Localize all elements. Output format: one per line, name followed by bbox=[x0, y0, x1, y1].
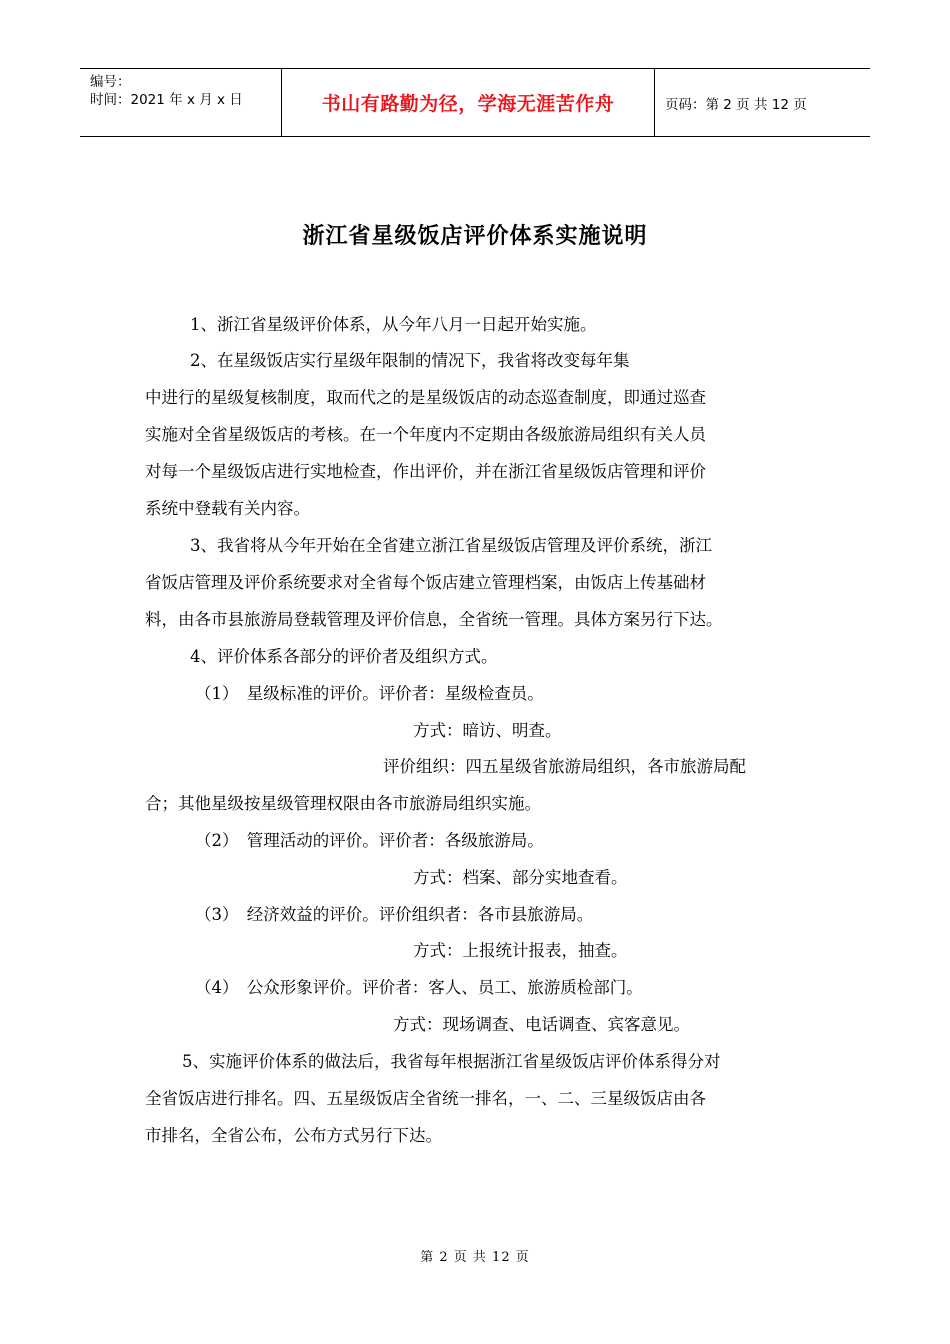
list-item: （2） 管理活动的评价。评价者：各级旅游局。 bbox=[195, 831, 544, 850]
paragraph-line: 4、评价体系各部分的评价者及组织方式。 bbox=[190, 647, 498, 666]
paragraph-line: 实施对全省星级饭店的考核。在一个年度内不定期由各级旅游局组织有关人员 bbox=[145, 425, 706, 444]
list-item: （4） 公众形象评价。评价者：客人、员工、旅游质检部门。 bbox=[195, 978, 643, 997]
list-item-detail: 评价组织：四五星级省旅游局组织，各市旅游局配 bbox=[383, 757, 746, 776]
document-title: 浙江省星级饭店评价体系实施说明 bbox=[302, 224, 648, 249]
list-item: （1） 星级标准的评价。评价者：星级检查员。 bbox=[195, 684, 544, 703]
list-item-detail: 方式：档案、部分实地查看。 bbox=[413, 868, 628, 887]
paragraph-line: 料，由各市县旅游局登载管理及评价信息，全省统一管理。具体方案另行下达。 bbox=[145, 610, 723, 629]
paragraph-line: 市排名，全省公布，公布方式另行下达。 bbox=[145, 1126, 442, 1145]
document-number-label: 编号： bbox=[90, 74, 131, 90]
paragraph-line: 系统中登载有关内容。 bbox=[145, 499, 310, 518]
header-meta bbox=[80, 69, 281, 136]
paragraph-line: 对每一个星级饭店进行实地检查，作出评价，并在浙江省星级饭店管理和评价 bbox=[145, 462, 706, 481]
paragraph-line: 3、我省将从今年开始在全省建立浙江省星级饭店管理及评价系统，浙江 bbox=[190, 536, 712, 555]
list-item-detail: 方式：上报统计报表，抽查。 bbox=[413, 941, 628, 960]
list-item-detail: 合；其他星级按星级管理权限由各市旅游局组织实施。 bbox=[145, 794, 541, 813]
document-time-label: 时间：2021 年 x 月 x 日 bbox=[90, 92, 243, 108]
header-motto: 书山有路勤为径，学海无涯苦作舟 bbox=[321, 93, 615, 115]
paragraph-line: 省饭店管理及评价系统要求对全省每个饭店建立管理档案，由饭店上传基础材 bbox=[145, 573, 706, 592]
header-page-code: 页码：第 2 页 共 12 页 bbox=[665, 96, 807, 113]
paragraph-line: 2、在星级饭店实行星级年限制的情况下，我省将改变每年集 bbox=[190, 351, 630, 370]
list-item-detail: 方式：暗访、明查。 bbox=[413, 721, 562, 740]
paragraph-line: 中进行的星级复核制度，取而代之的是星级饭店的动态巡查制度，即通过巡查 bbox=[145, 388, 706, 407]
paragraph-line: 全省饭店进行排名。四、五星级饭店全省统一排名，一、二、三星级饭店由各 bbox=[145, 1089, 706, 1108]
list-item: （3） 经济效益的评价。评价组织者：各市县旅游局。 bbox=[195, 905, 594, 924]
header-motto-cell bbox=[281, 69, 655, 136]
page-footer: 第 2 页 共 12 页 bbox=[420, 1250, 530, 1265]
list-item-detail: 方式：现场调查、电话调查、宾客意见。 bbox=[393, 1015, 690, 1034]
page-header bbox=[80, 68, 870, 137]
paragraph-line: 5、实施评价体系的做法后，我省每年根据浙江省星级饭店评价体系得分对 bbox=[182, 1052, 721, 1071]
paragraph-line: 1、浙江省星级评价体系，从今年八月一日起开始实施。 bbox=[190, 315, 597, 334]
